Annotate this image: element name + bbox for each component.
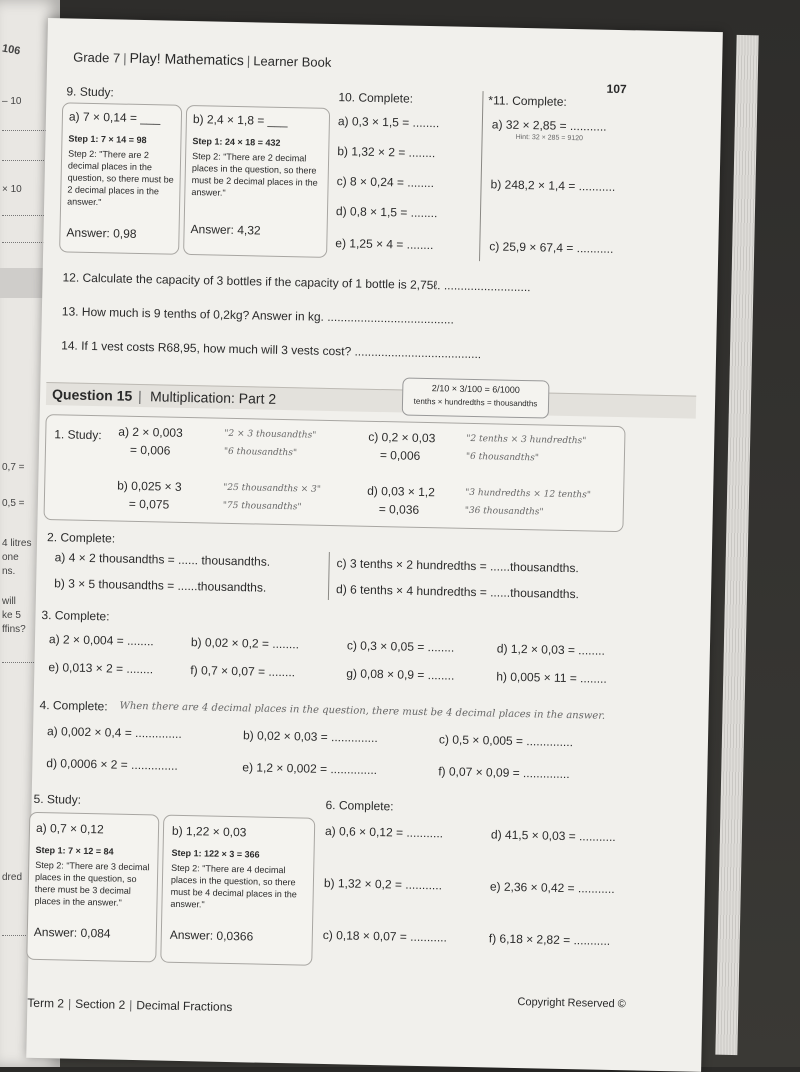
q9a-box (59, 102, 182, 254)
q10-item: d) 0,8 × 1,5 = ........ (335, 204, 438, 221)
study-a-expr: a) 2 × 0,003 (118, 424, 183, 440)
left-fragment: – 10 (2, 96, 22, 107)
q15-3-item: g) 0,08 × 0,9 = ........ (346, 666, 455, 683)
study-c-expr: c) 0,2 × 0,03 (368, 429, 436, 446)
q15-5b-step1: Step 1: 122 × 3 = 366 (171, 847, 260, 860)
question-15-subtitle: Multiplication: Part 2 (149, 388, 277, 407)
q9b-box (183, 105, 330, 258)
footer-section: Section 2 (75, 996, 126, 1012)
left-fragment: dred (2, 872, 23, 883)
column-divider (328, 552, 330, 600)
q9a-step1: Step 1: 7 × 14 = 98 (68, 133, 147, 146)
q11-a: a) 32 × 2,85 = ........... (491, 117, 607, 134)
left-fragment: 0,7 = (2, 462, 25, 473)
study-a-note2: "6 thousandths" (223, 446, 298, 459)
q15-3-item: h) 0,005 × 11 = ........ (496, 669, 607, 686)
q15-4-item: c) 0,5 × 0,005 = .............. (438, 732, 574, 750)
q11-hint: Hint: 32 × 285 = 9120 (515, 133, 584, 143)
q15-1-label: 1. Study: (54, 427, 102, 443)
study-b-expr: b) 0,025 × 3 (117, 478, 182, 494)
study-a-note: "2 × 3 thousandths" (224, 428, 317, 441)
q15-2-d: d) 6 tenths × 4 hundredths = ......thousandths. (335, 582, 580, 602)
fraction-hint: 2/10 × 3/100 = 6/1000 (431, 383, 520, 395)
study-b-result: = 0,075 (128, 496, 170, 512)
q15-3-item: c) 0,3 × 0,05 = ........ (346, 638, 455, 655)
answer-line (2, 130, 50, 131)
study-b-note2: "75 thousandths" (222, 500, 302, 513)
book-title: Play! Mathematics (129, 49, 245, 69)
q15-3-item: b) 0,02 × 0,2 = ........ (190, 635, 300, 652)
q15-3-item: d) 1,2 × 0,03 = ........ (496, 641, 606, 658)
q15-4-item: b) 0,02 × 0,03 = .............. (242, 728, 378, 746)
study-c-note2: "6 thousandths" (465, 451, 540, 464)
q15-4-item: d) 0,0006 × 2 = .............. (46, 756, 178, 773)
study-d-note2: "36 thousandths" (464, 505, 544, 518)
q15-5b-step2: Step 2: "There are 4 decimal places in the question, so there must be 4 decimal places in the answer." (170, 862, 297, 910)
q15-5b-box (160, 815, 315, 966)
q15-6-item: b) 1,32 × 0,2 = ........... (323, 875, 443, 893)
copyright-notice: Copyright Reserved © (517, 996, 626, 1011)
divider-bar: | (137, 387, 142, 405)
q10-item: e) 1,25 × 4 = ........ (335, 236, 434, 253)
q15-4-note: When there are 4 decimal places in the question, there must be 4 decimal places in the answer. (119, 700, 606, 722)
q9-label: 9. Study: (66, 84, 114, 100)
study-d-result: = 0,036 (378, 502, 420, 517)
q15-5a-box (26, 812, 159, 963)
q12: 12. Calculate the capacity of 3 bottles if the capacity of 1 bottle is 2,75ℓ. .......................... (62, 270, 531, 295)
left-page-number: 106 (1, 42, 22, 58)
left-fragment: one (2, 552, 19, 563)
q9a-expr: a) 7 × 0,14 = ___ (68, 109, 161, 126)
q15-3-item: f) 0,7 × 0,07 = ........ (190, 663, 296, 680)
page-footer: Term 2 | Section 2 | Decimal Fractions (27, 995, 233, 1015)
page-header: Grade 7 | Play! Mathematics | Learner Book (73, 49, 332, 70)
q15-5b-answer: Answer: 0,0366 (169, 927, 254, 944)
left-fragment: 4 litres (2, 538, 32, 549)
left-fragment: ke 5 (2, 610, 21, 621)
q15-3-item: a) 2 × 0,004 = ........ (48, 632, 154, 649)
study-d-expr: d) 0,03 × 1,2 (367, 483, 436, 500)
answer-line (2, 160, 50, 161)
q15-3-item: e) 0,013 × 2 = ........ (48, 660, 154, 677)
q15-4-label: 4. Complete: (39, 697, 108, 714)
q10-item: b) 1,32 × 2 = ........ (337, 144, 436, 161)
study-a-result: = 0,006 (129, 442, 171, 458)
footer-topic: Decimal Fractions (136, 998, 233, 1015)
q15-4-item: a) 0,002 × 0,4 = .............. (46, 724, 182, 741)
q15-3-label: 3. Complete: (41, 607, 110, 624)
q15-2-a: a) 4 × 2 thousandths = ...... thousandths. (54, 550, 271, 569)
q9b-step1: Step 1: 24 × 18 = 432 (192, 136, 281, 148)
q15-6-item: e) 2,36 × 0,42 = ........... (489, 879, 615, 897)
left-fragment: ns. (2, 566, 16, 577)
q15-4-item: e) 1,2 × 0,002 = .............. (242, 760, 378, 778)
q14: 14. If 1 vest costs R68,95, how much will 3 vests cost? ...................................... (61, 338, 482, 362)
q15-6-label: 6. Complete: (325, 797, 394, 814)
q15-6-item: f) 6,18 × 2,82 = ........... (488, 931, 611, 948)
q15-5a-step1: Step 1: 7 × 12 = 84 (35, 844, 114, 857)
study-c-result: = 0,006 (379, 448, 421, 463)
q9b-expr: b) 2,4 × 1,8 = ___ (192, 112, 288, 129)
fraction-hint-box (402, 378, 550, 419)
page-number: 107 (606, 81, 627, 97)
left-fragment: will (2, 596, 16, 607)
q15-6-item: c) 0,18 × 0,07 = ........... (322, 927, 448, 945)
left-fragment: ffins? (2, 624, 26, 635)
q15-6-item: a) 0,6 × 0,12 = ........... (324, 823, 444, 841)
q15-5-label: 5. Study: (33, 791, 82, 807)
q10-label: 10. Complete: (338, 90, 414, 106)
left-fragment: 0,5 = (2, 498, 25, 509)
q15-1-study-box (43, 414, 625, 532)
question-15-title: Question 15 (51, 386, 133, 404)
answer-line (2, 215, 50, 216)
left-fragment: × 10 (2, 184, 22, 195)
q15-5a-expr: a) 0,7 × 0,12 (35, 820, 104, 837)
footer-term: Term 2 (27, 995, 65, 1011)
q10-item: a) 0,3 × 1,5 = ........ (337, 114, 440, 131)
q15-2-b: b) 3 × 5 thousandths = ......thousandths. (54, 576, 267, 595)
book-type: Learner Book (253, 53, 332, 70)
question-15-header (46, 382, 696, 419)
grade-label: Grade 7 (73, 49, 121, 66)
study-d-note: "3 hundredths × 12 tenths" (465, 487, 592, 501)
q10-item: c) 8 × 0,24 = ........ (336, 174, 435, 191)
q15-4-item: f) 0,07 × 0,09 = .............. (438, 764, 570, 782)
column-divider (479, 91, 484, 261)
q15-2-label: 2. Complete: (46, 530, 116, 546)
q15-2-c: c) 3 tenths × 2 hundredths = ......thousandths. (336, 556, 579, 576)
study-c-note: "2 tenths × 3 hundredths" (466, 433, 587, 447)
q9a-step2: Step 2: "There are 2 decimal places in the question, so there must be 2 decimal places in the answer." (67, 148, 174, 208)
q11-b: b) 248,2 × 1,4 = ........... (490, 177, 616, 194)
q9a-answer: Answer: 0,98 (66, 225, 137, 241)
q15-5b-expr: b) 1,22 × 0,03 (171, 823, 247, 840)
study-b-note: "25 thousandths × 3" (223, 482, 322, 495)
q9b-step2: Step 2: "There are 2 decimal places in the question, so there must be 2 decimal places in the answer." (191, 151, 318, 198)
right-page (26, 18, 723, 1072)
q15-5a-answer: Answer: 0,084 (33, 924, 111, 941)
q15-6-item: d) 41,5 × 0,03 = ........... (490, 827, 616, 845)
q11-label: *11. Complete: (488, 93, 568, 109)
q11-c: c) 25,9 × 67,4 = ........... (489, 239, 614, 256)
q9b-answer: Answer: 4,32 (190, 222, 261, 238)
fraction-caption: tenths × hundredths = thousandths (413, 396, 538, 409)
q13: 13. How much is 9 tenths of 0,2kg? Answer in kg. ...................................... (61, 304, 455, 327)
q15-5a-step2: Step 2: "There are 3 decimal places in the question, so there must be 3 decimal places in the answer." (34, 859, 150, 908)
